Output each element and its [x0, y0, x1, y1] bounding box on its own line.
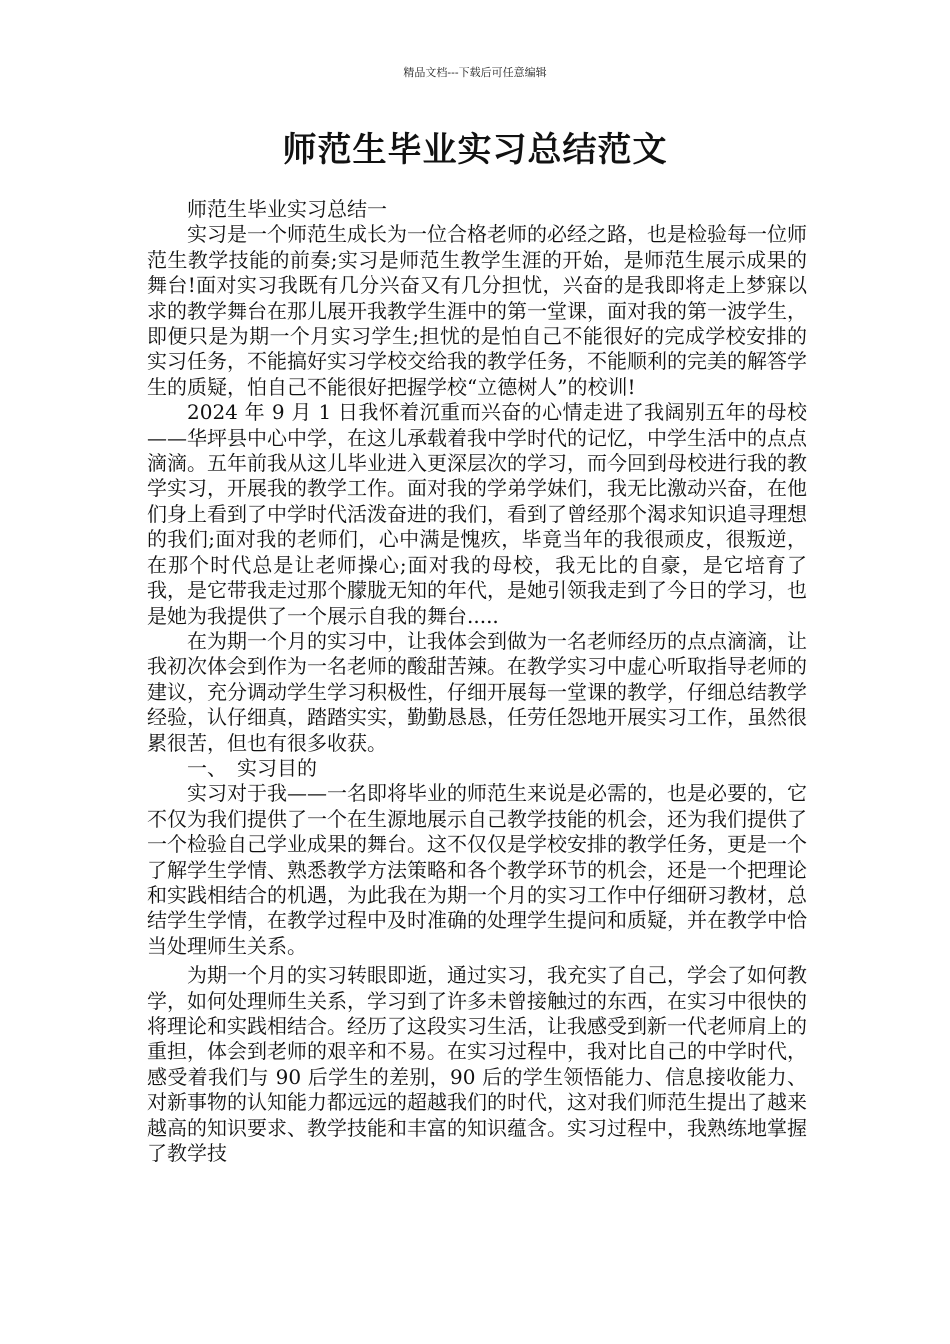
section-heading: 一、 实习目的 [187, 755, 317, 780]
header-note: 精品文档---下载后可任意编辑 [403, 66, 547, 79]
body-paragraph: 在为期一个月的实习中，让我体会到做为一名老师经历的点点滴滴，让我初次体会到作为一名老师的酸甜苦辣。在教学实习中虚心听取指导老师的建议，充分调动学生学习积极性，仔细开展每一堂课的教学，仔细总结教学经验，认仔细真，踏踏实实，勤勤恳恳，任劳任怨地开展实习工作，虽然很累很苦，但也有很多收获。 [147, 628, 807, 755]
document-title: 师范生毕业实习总结范文 [282, 130, 668, 170]
document-body [147, 197, 807, 1166]
body-paragraph: 2024 年 9 月 1 日我怀着沉重而兴奋的心情走进了我阔别五年的母校——华坪县中心中学，在这儿承载着我中学时代的记忆，中学生活中的点点滴滴。五年前我从这儿毕业进入更深层次的学习，而今回到母校进行我的教学实习，开展我的教学工作。面对我的学弟学妹们，我无比激动兴奋，在他们身上看到了中学时代活泼奋进的我们，看到了曾经那个渴求知识追寻理想的我们;面对我的老师们，心中满是愧疚，毕竟当年的我很顽皮，很叛逆，在那个时代总是让老师操心;面对我的母校，我无比的自豪，是它培育了我，是它带我走过那个朦胧无知的年代，是她引领我走到了今日的学习，也是她为我提供了一个展示自我的舞台..... [147, 400, 807, 628]
body-paragraph: 实习是一个师范生成长为一位合格老师的必经之路，也是检验每一位师范生教学技能的前奏;实习是师范生教学生涯的开始，是师范生展示成果的舞台!面对实习我既有几分兴奋又有几分担忧，兴奋的是我即将走上梦寐以求的教学舞台在那儿展开我教学生涯中的第一堂课，面对我的第一波学生，即便只是为期一个月实习学生;担忧的是怕自己不能很好的完成学校安排的实习任务，不能搞好实习学校交给我的教学任务，不能顺利的完美的解答学生的质疑，怕自己不能很好把握学校“立德树人”的校训! [147, 222, 807, 399]
body-paragraph: 为期一个月的实习转眼即逝，通过实习，我充实了自己，学会了如何教学，如何处理师生关系，学习到了许多未曾接触过的东西，在实习中很快的将理论和实践相结合。经历了这段实习生活，让我感受到新一代老师肩上的重担，体会到老师的艰辛和不易。在实习过程中，我对比自己的中学时代，感受着我们与 90 后学生的差别，90 后的学生领悟能力、信息接收能力、对新事物的认知能力都远远的超越我们的时代，这对我们师范生提出了越来越高的知识要求、教学技能和丰富的知识蕴含。实习过程中，我熟练地掌握了教学技 [147, 963, 807, 1166]
section-subtitle: 师范生毕业实习总结一 [187, 197, 387, 221]
body-paragraph: 实习对于我——一名即将毕业的师范生来说是必需的，也是必要的，它不仅为我们提供了一个在生源地展示自己教学技能的机会，还为我们提供了一个检验自己学业成果的舞台。这不仅仅是学校安排的教学任务，更是一个了解学生学情、熟悉教学方法策略和各个教学环节的机会，还是一个把理论和实践相结合的机遇，为此我在为期一个月的实习工作中仔细研习教材，总结学生学情，在教学过程中及时准确的处理学生提问和质疑，并在教学中恰当处理师生关系。 [147, 781, 807, 958]
